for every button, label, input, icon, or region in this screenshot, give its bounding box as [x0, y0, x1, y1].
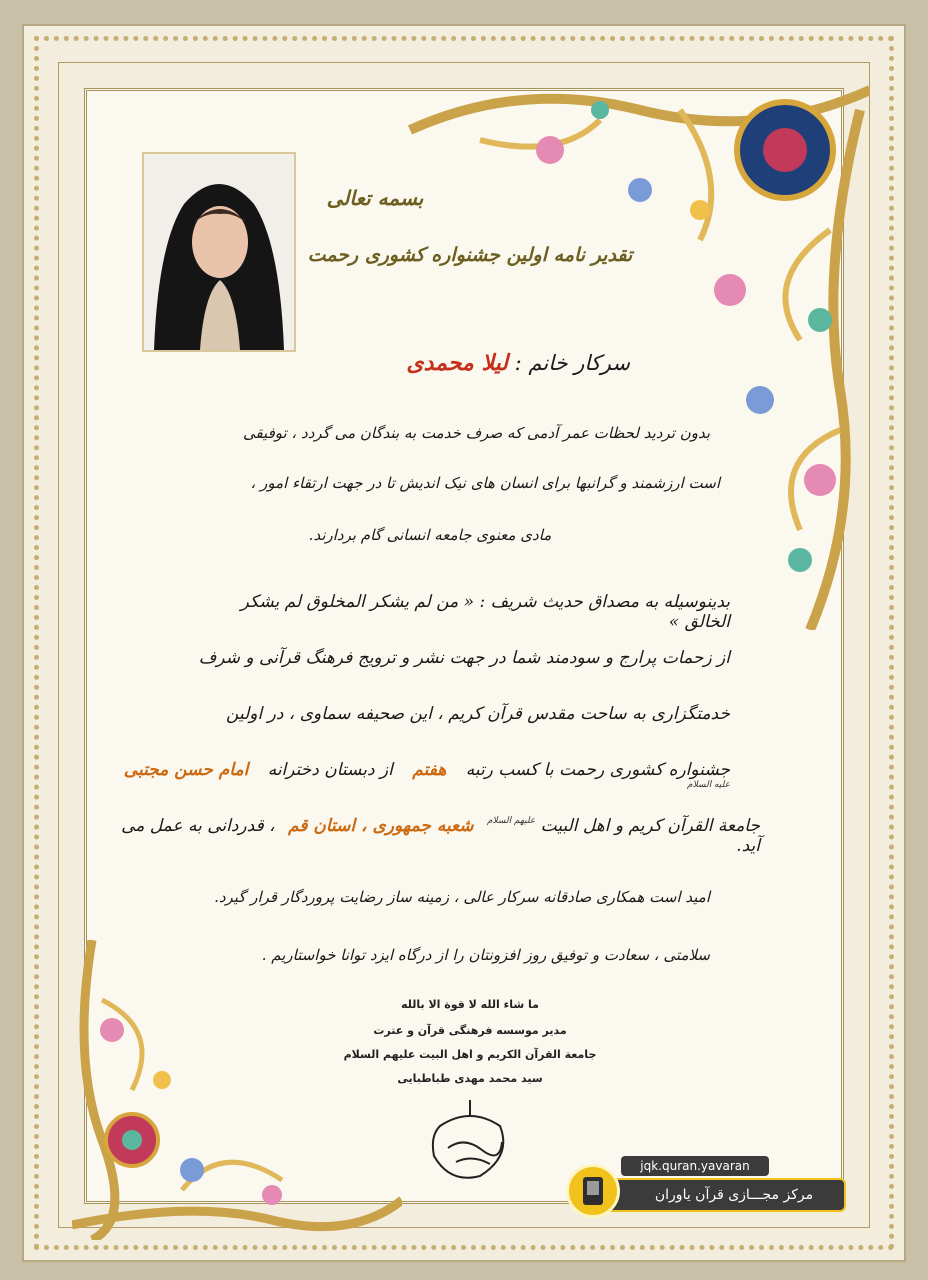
- paragraph2-line5: [110, 816, 760, 856]
- portrait-image: [144, 154, 294, 350]
- ahl-bayt-honorific: علیهم السلام: [486, 816, 536, 826]
- recipient-prefix: سرکار خانم :: [514, 351, 630, 375]
- school-honorific: علیه السلام: [687, 780, 730, 790]
- signature-line3: جامعة القرآن الکریم و اهل البیت علیهم السلام: [343, 1048, 597, 1061]
- paragraph2-line2: از زحمات پرارج و سودمند شما در جهت نشر و ترویج فرهنگ قرآنی و شرف: [198, 648, 730, 668]
- paragraph1-line2: است ارزشمند و گرانبها برای انسان های نیک اندیش تا در جهت ارتقاء امور ،: [250, 474, 720, 492]
- paragraph2-line3: خدمتگزاری به ساحت مقدس قرآن کریم ، این صحیفه سماوی ، در اولین: [226, 704, 730, 724]
- recipient-name: لیلا محمدی: [406, 350, 508, 376]
- channel-badge: [566, 1156, 846, 1218]
- line5-end: ، قدردانی به عمل می آید.: [121, 816, 760, 856]
- paragraph3-line1: امید است همکاری صادقانه سرکار عالی ، زمینه ساز رضایت پروردگار قرار گیرد.: [214, 888, 710, 906]
- school-name: امام حسن مجتبی: [123, 760, 249, 780]
- channel-handle: jqk.quran.yavaran: [621, 1156, 769, 1176]
- branch-name: شعبه جمهوری ، استان قم: [288, 816, 474, 836]
- paragraph2-line1: بدینوسیله به مصداق حدیث شریف : « من لم یشکر المخلوق لم یشکر الخالق »: [240, 592, 730, 632]
- line4-mid: از دبستان دخترانه: [267, 760, 393, 780]
- bismillah-heading: بسمه تعالی: [326, 186, 424, 210]
- line4-start: جشنواره کشوری رحمت با کسب رتبه: [465, 760, 730, 780]
- line5-start: جامعة القرآن کریم و اهل البیت: [540, 816, 760, 836]
- bottom-left-floral-ornament: [72, 940, 402, 1240]
- signature-line1: ما شاء الله لا قوة الا بالله: [401, 998, 539, 1011]
- recipient-line: [300, 350, 630, 376]
- signature-line4: سید محمد مهدی طباطبایی: [397, 1072, 543, 1085]
- paragraph1-line1: بدون تردید لحظات عمر آدمی که صرف خدمت به بندگان می گردد ، توفیقی: [242, 424, 710, 442]
- rank-value: هفتم: [412, 760, 447, 780]
- signature-line2: مدیر موسسه فرهنگی قرآن و عترت: [373, 1024, 567, 1037]
- certificate-title: تقدیر نامه اولین جشنواره کشوری رحمت: [307, 244, 633, 266]
- calligraphic-seal: [420, 1096, 520, 1186]
- paragraph2-line4: [110, 760, 730, 800]
- paragraph3-line2: سلامتی ، سعادت و توفیق روز افزونتان را از درگاه ایزد توانا خواستاریم .: [261, 946, 710, 964]
- recipient-photo: [142, 152, 296, 352]
- paragraph1-line3: مادی معنوی جامعه انسانی گام بردارند.: [308, 526, 552, 544]
- channel-name: مرکز مجـــازی قرآن یاوران: [592, 1178, 846, 1212]
- quran-book-icon: [566, 1164, 620, 1218]
